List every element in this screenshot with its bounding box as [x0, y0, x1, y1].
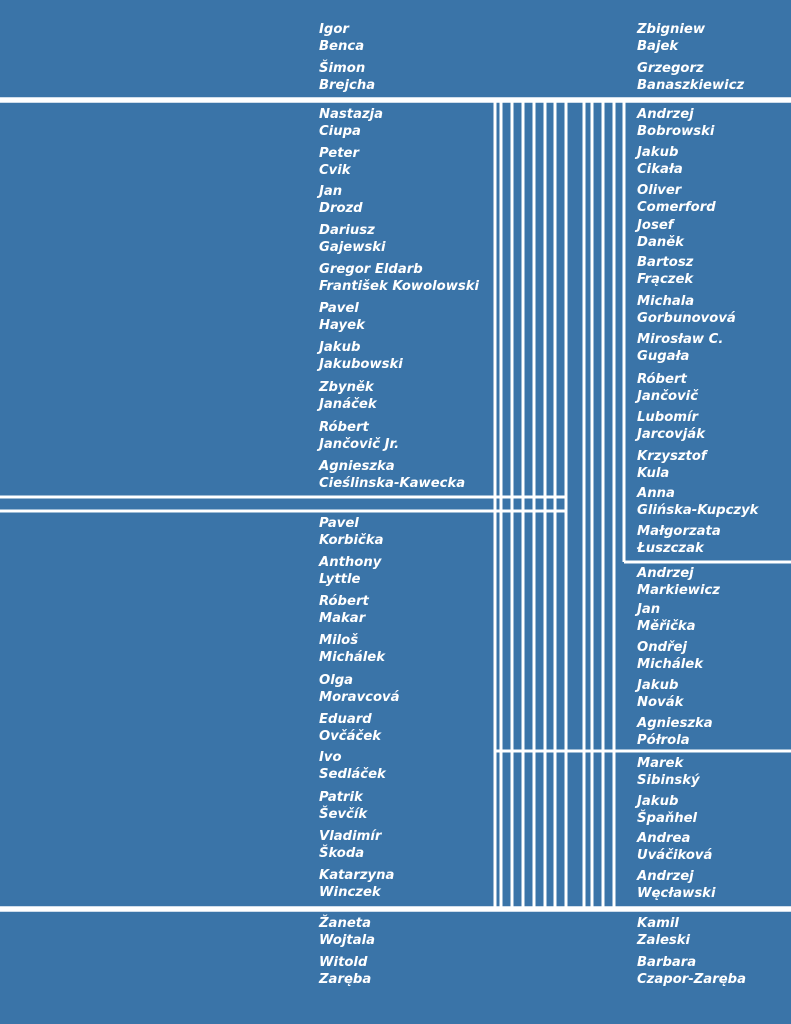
- first-name: Zbyněk: [319, 380, 374, 395]
- first-name: Gregor Eldarb: [319, 262, 423, 277]
- right-name-20: [637, 756, 700, 789]
- last-name: Moravcová: [319, 689, 400, 705]
- last-name: Špaňhel: [637, 810, 698, 826]
- last-name: Glińska-Kupczyk: [637, 502, 759, 518]
- left-name-23: [319, 916, 375, 949]
- right-name-25: [637, 955, 746, 988]
- last-name: Jakubowski: [319, 356, 403, 372]
- right-name-13: [637, 486, 758, 519]
- last-name: Bajek: [637, 38, 679, 54]
- last-name: Jarcovják: [637, 426, 705, 442]
- last-name: Łuszczak: [637, 540, 704, 556]
- last-name: Cvik: [319, 162, 351, 178]
- right-name-6: [637, 218, 684, 251]
- right-name-23: [637, 869, 715, 902]
- first-name: Jan: [319, 184, 343, 199]
- first-name: Andrzej: [637, 107, 694, 122]
- first-name: Nastazja: [319, 107, 384, 122]
- last-name: Cikała: [637, 161, 683, 177]
- left-name-6: [319, 223, 386, 256]
- first-name: Žaneta: [319, 916, 371, 931]
- right-name-9: [637, 332, 723, 365]
- left-name-14: [319, 555, 381, 588]
- last-name: Benca: [319, 38, 365, 54]
- first-name: Jan: [637, 602, 661, 617]
- first-name: Witold: [319, 955, 368, 970]
- right-name-19: [637, 716, 713, 749]
- last-name: Węcławski: [637, 885, 716, 901]
- last-name: Novák: [637, 694, 684, 710]
- first-name: Barbara: [637, 955, 697, 970]
- right-name-15: [637, 566, 720, 599]
- right-name-2: [637, 61, 744, 94]
- last-name: Zaleski: [637, 932, 691, 948]
- first-name: Małgorzata: [637, 524, 721, 539]
- left-name-18: [319, 712, 381, 745]
- left-name-20: [319, 790, 367, 823]
- right-name-1: [637, 22, 705, 55]
- first-name: Mirosław C.: [637, 332, 724, 347]
- right-name-14: [637, 524, 721, 557]
- left-name-12: [319, 459, 465, 492]
- right-name-16: [637, 602, 696, 635]
- first-name: Michala: [637, 294, 695, 309]
- first-name: Olga: [319, 673, 354, 688]
- last-name: Winczek: [319, 884, 381, 900]
- right-name-22: [637, 831, 712, 864]
- last-name: Frączek: [637, 271, 694, 287]
- first-name: Agnieszka: [637, 716, 713, 731]
- first-name: Pavel: [319, 516, 359, 531]
- first-name: Jakub: [637, 678, 679, 693]
- left-name-7: [319, 262, 479, 295]
- last-name: Czapor-Zaręba: [637, 971, 746, 987]
- last-name: Wojtala: [319, 932, 376, 948]
- first-name: Dariusz: [319, 223, 375, 238]
- left-name-19: [319, 750, 386, 783]
- right-name-17: [637, 640, 703, 673]
- right-name-24: [637, 916, 690, 949]
- first-name: Jakub: [637, 794, 679, 809]
- last-name: Sedláček: [319, 766, 386, 782]
- first-name: Patrik: [319, 790, 363, 805]
- left-name-15: [319, 594, 369, 627]
- first-name: Jakub: [637, 145, 679, 160]
- right-name-7: [637, 255, 693, 288]
- left-name-17: [319, 673, 400, 706]
- first-name: Igor: [319, 22, 349, 37]
- right-name-10: [637, 372, 698, 405]
- last-name: Comerford: [637, 199, 716, 215]
- first-name: Róbert: [637, 372, 687, 387]
- first-name: Krzysztof: [637, 449, 707, 464]
- last-name: Janáček: [319, 396, 377, 412]
- left-name-16: [319, 633, 385, 666]
- left-name-3: [319, 107, 383, 140]
- right-name-12: [637, 449, 707, 482]
- last-name: Měřička: [637, 618, 696, 634]
- right-name-3: [637, 107, 714, 140]
- first-name: Eduard: [319, 712, 372, 727]
- first-name: Agnieszka: [319, 459, 395, 474]
- last-name: Lyttle: [319, 571, 361, 587]
- right-name-18: [637, 678, 683, 711]
- left-name-13: [319, 516, 384, 549]
- first-name: Lubomír: [637, 410, 699, 425]
- right-name-11: [637, 410, 705, 443]
- first-name: Vladimír: [319, 829, 382, 844]
- last-name: Michálek: [637, 656, 703, 672]
- last-name: Ševčík: [319, 806, 368, 822]
- first-name: Andrea: [637, 831, 691, 846]
- last-name: Markiewicz: [637, 582, 720, 598]
- first-name: Peter: [319, 146, 360, 161]
- left-name-1: [319, 22, 364, 55]
- last-name: Kula: [637, 465, 670, 481]
- last-name: Korbička: [319, 532, 384, 548]
- left-name-9: [319, 340, 403, 373]
- left-name-11: [319, 420, 399, 453]
- last-name: Michálek: [319, 649, 385, 665]
- last-name: Hayek: [319, 317, 365, 333]
- left-name-24: [319, 955, 371, 988]
- first-name: Ondřej: [637, 640, 688, 655]
- last-name: Daněk: [637, 234, 684, 250]
- first-name: Pavel: [319, 301, 359, 316]
- left-name-8: [319, 301, 365, 334]
- first-name: Róbert: [319, 594, 369, 609]
- left-name-10: [319, 380, 377, 413]
- left-name-4: [319, 146, 359, 179]
- last-name: Półrola: [637, 732, 690, 748]
- last-name: Sibinský: [637, 772, 700, 788]
- first-name: Šimon: [319, 61, 366, 76]
- first-name: Kamil: [637, 916, 679, 931]
- last-name: Drozd: [319, 200, 363, 216]
- first-name: Anthony: [319, 555, 382, 570]
- last-name: Bobrowski: [637, 123, 715, 139]
- first-name: Miloš: [319, 633, 359, 648]
- last-name: František Kowolowski: [319, 278, 480, 294]
- first-name: Róbert: [319, 420, 369, 435]
- left-name-21: [319, 829, 381, 862]
- first-name: Zbigniew: [637, 22, 705, 37]
- right-name-5: [637, 183, 716, 216]
- last-name: Cieślinska-Kawecka: [319, 475, 466, 491]
- right-name-8: [637, 294, 736, 327]
- last-name: Brejcha: [319, 77, 376, 93]
- left-name-2: [319, 61, 375, 94]
- right-name-21: [637, 794, 697, 827]
- last-name: Ciupa: [319, 123, 361, 139]
- first-name: Anna: [637, 486, 675, 501]
- first-name: Bartosz: [637, 255, 694, 270]
- first-name: Andrzej: [637, 869, 694, 884]
- last-name: Banaszkiewicz: [637, 77, 745, 93]
- last-name: Gorbunovová: [637, 310, 736, 326]
- last-name: Makar: [319, 610, 366, 626]
- left-name-5: [319, 184, 363, 217]
- left-name-22: [319, 868, 394, 901]
- first-name: Marek: [637, 756, 684, 771]
- last-name: Uváčiková: [637, 847, 713, 863]
- last-name: Jančovič Jr.: [319, 436, 400, 452]
- last-name: Škoda: [319, 845, 365, 861]
- first-name: Andrzej: [637, 566, 694, 581]
- first-name: Jakub: [319, 340, 361, 355]
- first-name: Oliver: [637, 183, 682, 198]
- first-name: Josef: [637, 218, 674, 233]
- first-name: Ivo: [319, 750, 342, 765]
- last-name: Zaręba: [319, 971, 372, 987]
- right-name-4: [637, 145, 683, 178]
- last-name: Gajewski: [319, 239, 386, 255]
- last-name: Jančovič: [637, 388, 699, 404]
- last-name: Ovčáček: [319, 728, 382, 744]
- last-name: Gugała: [637, 348, 690, 364]
- first-name: Katarzyna: [319, 868, 395, 883]
- first-name: Grzegorz: [637, 61, 704, 76]
